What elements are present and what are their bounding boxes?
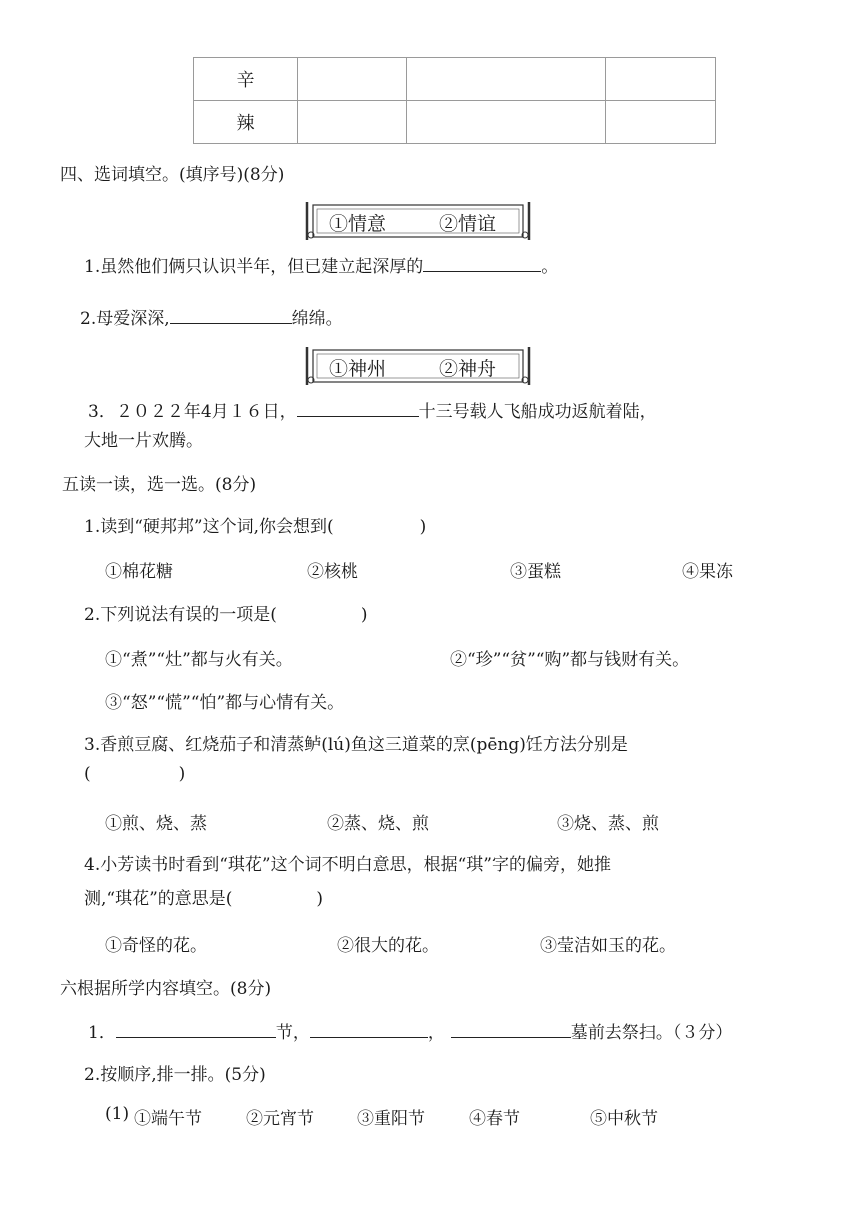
question-text: ，: [427, 1023, 445, 1043]
word-choice-banner-2: [303, 346, 533, 386]
question-text-end: 墓前去祭扫。（３分）: [570, 1023, 733, 1043]
option-5-3-b[interactable]: ②蒸、烧、煎: [327, 814, 429, 834]
paren-close: ): [316, 889, 324, 909]
section-6-heading: 六根据所学内容填空。(8分): [60, 979, 272, 999]
table-cell[interactable]: [407, 58, 606, 101]
question-4-3-line2: 大地一片欢腾。: [84, 431, 203, 451]
option-5-2-c[interactable]: ③“怒”“慌”“怕”都与心情有关。: [105, 693, 345, 713]
option-5-3-a[interactable]: ①煎、烧、蒸: [105, 814, 207, 834]
option-5-2-a[interactable]: ①“煮”“灶”都与火有关。: [105, 650, 293, 670]
question-text: 1.虽然他们俩只认识半年，但已建立起深厚的: [84, 257, 424, 277]
question-5-4-line2: [84, 884, 323, 909]
answer-blank[interactable]: [451, 1019, 571, 1038]
question-6-1: [88, 1018, 732, 1043]
question-number: 1．: [88, 1023, 116, 1043]
option-5-4-b[interactable]: ②很大的花。: [337, 936, 439, 956]
paren-close: ): [360, 605, 368, 625]
section-4-heading: 四、选词填空。(填序号)(8分): [60, 165, 285, 185]
festival-item: ②元宵节: [246, 1109, 314, 1129]
question-4-1: [84, 252, 558, 277]
question-text: 3．２０２２年4月１６日，: [88, 402, 297, 422]
question-text-mid: 十三号载人飞船成功返航着陆，: [418, 402, 657, 422]
table-cell[interactable]: [606, 58, 716, 101]
answer-blank[interactable]: [297, 398, 419, 417]
paren-close: ): [419, 517, 427, 537]
answer-blank[interactable]: [170, 305, 292, 324]
festival-item: ④春节: [469, 1109, 520, 1129]
answer-blank[interactable]: [116, 1019, 276, 1038]
option-5-3-c[interactable]: ③烧、蒸、煎: [557, 814, 659, 834]
table-cell-char: 辛: [194, 58, 298, 101]
option-5-1-c[interactable]: ③蛋糕: [510, 562, 561, 582]
question-text-end: 绵绵。: [291, 309, 343, 329]
question-text: 1.读到“硬邦邦”这个词,你会想到(: [84, 517, 334, 537]
table-row: [194, 58, 716, 101]
question-text-end: 。: [541, 257, 559, 277]
question-text: 2.母爱深深,: [80, 309, 170, 329]
question-text: 2.下列说法有误的一项是(: [84, 605, 277, 625]
question-text: 节，: [275, 1023, 310, 1043]
table-cell-char: 辣: [194, 101, 298, 144]
question-text: 测,“琪花”的意思是(: [84, 889, 233, 909]
question-5-4-line1: 4.小芳读书时看到“琪花”这个词不明白意思，根据“琪”字的偏旁，她推: [84, 855, 611, 875]
question-4-3: [88, 397, 657, 422]
question-5-3: 3.香煎豆腐、红烧茄子和清蒸鲈(lú)鱼这三道菜的烹(pēng)饪方法分别是: [84, 735, 628, 755]
question-5-3-paren: [84, 764, 185, 784]
question-5-2: [84, 600, 368, 625]
festival-item: ①端午节: [134, 1109, 202, 1129]
answer-blank[interactable]: [423, 253, 541, 272]
table-cell[interactable]: [606, 101, 716, 144]
question-4-2: [80, 304, 343, 329]
character-table: [193, 57, 716, 144]
option-shenzhou-ship: ②神舟: [439, 358, 497, 380]
answer-blank[interactable]: [310, 1019, 428, 1038]
option-qingyi: ①情意: [329, 213, 387, 235]
section-5-heading: 五读一读，选一选。(8分): [62, 475, 257, 495]
question-5-1: [84, 512, 426, 537]
option-5-4-c[interactable]: ③莹洁如玉的花。: [540, 936, 676, 956]
paren-open: (: [84, 764, 91, 784]
table-cell[interactable]: [407, 101, 606, 144]
option-shenzhou-land: ①神州: [329, 358, 387, 380]
festival-item: ⑤中秋节: [590, 1109, 658, 1129]
option-5-1-b[interactable]: ②核桃: [307, 562, 358, 582]
option-5-4-a[interactable]: ①奇怪的花。: [105, 936, 207, 956]
word-choice-banner-1: [303, 201, 533, 241]
option-5-2-b[interactable]: ②“珍”“贫”“购”都与钱财有关。: [450, 650, 690, 670]
festival-item: ③重阳节: [357, 1109, 425, 1129]
option-qingyi-friendship: ②情谊: [439, 213, 497, 235]
paren-close: ): [178, 764, 186, 784]
question-6-2: 2.按顺序,排一排。(5分): [84, 1065, 266, 1085]
festival-order-prefix: (1): [105, 1104, 130, 1124]
table-cell[interactable]: [298, 58, 407, 101]
table-row: [194, 101, 716, 144]
option-5-1-d[interactable]: ④果冻: [682, 562, 733, 582]
option-5-1-a[interactable]: ①棉花糖: [105, 562, 173, 582]
table-cell[interactable]: [298, 101, 407, 144]
